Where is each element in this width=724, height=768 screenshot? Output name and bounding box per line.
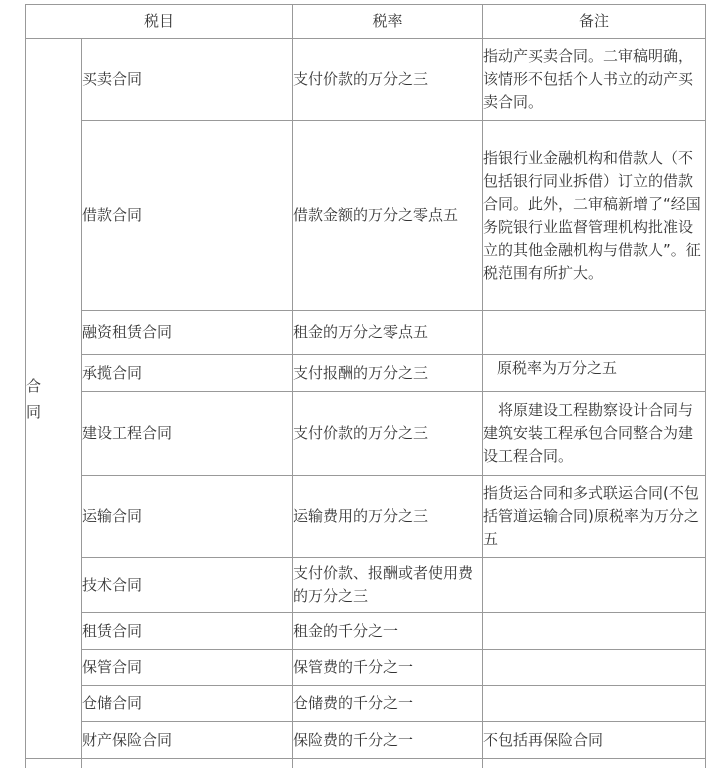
item-rate: 保管费的千分之一 <box>293 650 483 686</box>
table-row <box>26 355 706 392</box>
item-note <box>483 613 706 650</box>
filler-cell <box>82 759 293 768</box>
table-row <box>26 476 706 558</box>
item-name: 建设工程合同 <box>82 392 293 476</box>
group-label-cell <box>26 39 82 759</box>
item-note: 原税率为万分之五 <box>483 355 706 392</box>
table-row <box>26 613 706 650</box>
item-rate: 支付价款、报酬或者使用费的万分之三 <box>293 558 483 613</box>
item-name: 租赁合同 <box>82 613 293 650</box>
filler-cell <box>26 759 82 768</box>
item-name: 借款合同 <box>82 121 293 311</box>
item-name: 承揽合同 <box>82 355 293 392</box>
item-name: 财产保险合同 <box>82 722 293 759</box>
item-rate: 支付价款的万分之三 <box>293 39 483 121</box>
table-row <box>26 39 706 121</box>
item-note: 不包括再保险合同 <box>483 722 706 759</box>
filler-cell <box>483 759 706 768</box>
filler-cell <box>293 759 483 768</box>
item-note <box>483 311 706 355</box>
stamp-tax-table <box>25 4 706 768</box>
item-name: 买卖合同 <box>82 39 293 121</box>
table-header-row <box>26 5 706 39</box>
group-label: 合同 <box>26 376 42 421</box>
item-rate: 运输费用的万分之三 <box>293 476 483 558</box>
item-note: 指动产买卖合同。二审稿明确，该情形不包括个人书立的动产买卖合同。 <box>483 39 706 121</box>
table-row-partial <box>26 759 706 768</box>
item-name: 保管合同 <box>82 650 293 686</box>
table-row <box>26 722 706 759</box>
item-note <box>483 650 706 686</box>
table-row <box>26 121 706 311</box>
item-note <box>483 686 706 722</box>
table-row <box>26 392 706 476</box>
header-tax-item: 税目 <box>26 5 293 39</box>
table-row <box>26 311 706 355</box>
item-rate: 借款金额的万分之零点五 <box>293 121 483 311</box>
item-note <box>483 558 706 613</box>
item-note: 指货运合同和多式联运合同(不包括管道运输合同)原税率为万分之五 <box>483 476 706 558</box>
item-rate: 仓储费的千分之一 <box>293 686 483 722</box>
item-name: 技术合同 <box>82 558 293 613</box>
table-row <box>26 558 706 613</box>
item-rate: 租金的万分之零点五 <box>293 311 483 355</box>
table-row <box>26 686 706 722</box>
item-rate: 支付报酬的万分之三 <box>293 355 483 392</box>
item-rate: 保险费的千分之一 <box>293 722 483 759</box>
item-name: 融资租赁合同 <box>82 311 293 355</box>
item-note: 将原建设工程勘察设计合同与建筑安装工程承包合同整合为建设工程合同。 <box>483 392 706 476</box>
item-name: 仓储合同 <box>82 686 293 722</box>
item-rate: 租金的千分之一 <box>293 613 483 650</box>
item-rate: 支付价款的万分之三 <box>293 392 483 476</box>
item-name: 运输合同 <box>82 476 293 558</box>
item-note: 指银行业金融机构和借款人（不包括银行同业拆借）订立的借款合同。此外，二审稿新增了“经国务院银行业监督管理机构批准设立的其他金融机构与借款人”。征税范围有所扩大。 <box>483 121 706 311</box>
header-tax-rate: 税率 <box>293 5 483 39</box>
table-row <box>26 650 706 686</box>
header-note: 备注 <box>483 5 706 39</box>
